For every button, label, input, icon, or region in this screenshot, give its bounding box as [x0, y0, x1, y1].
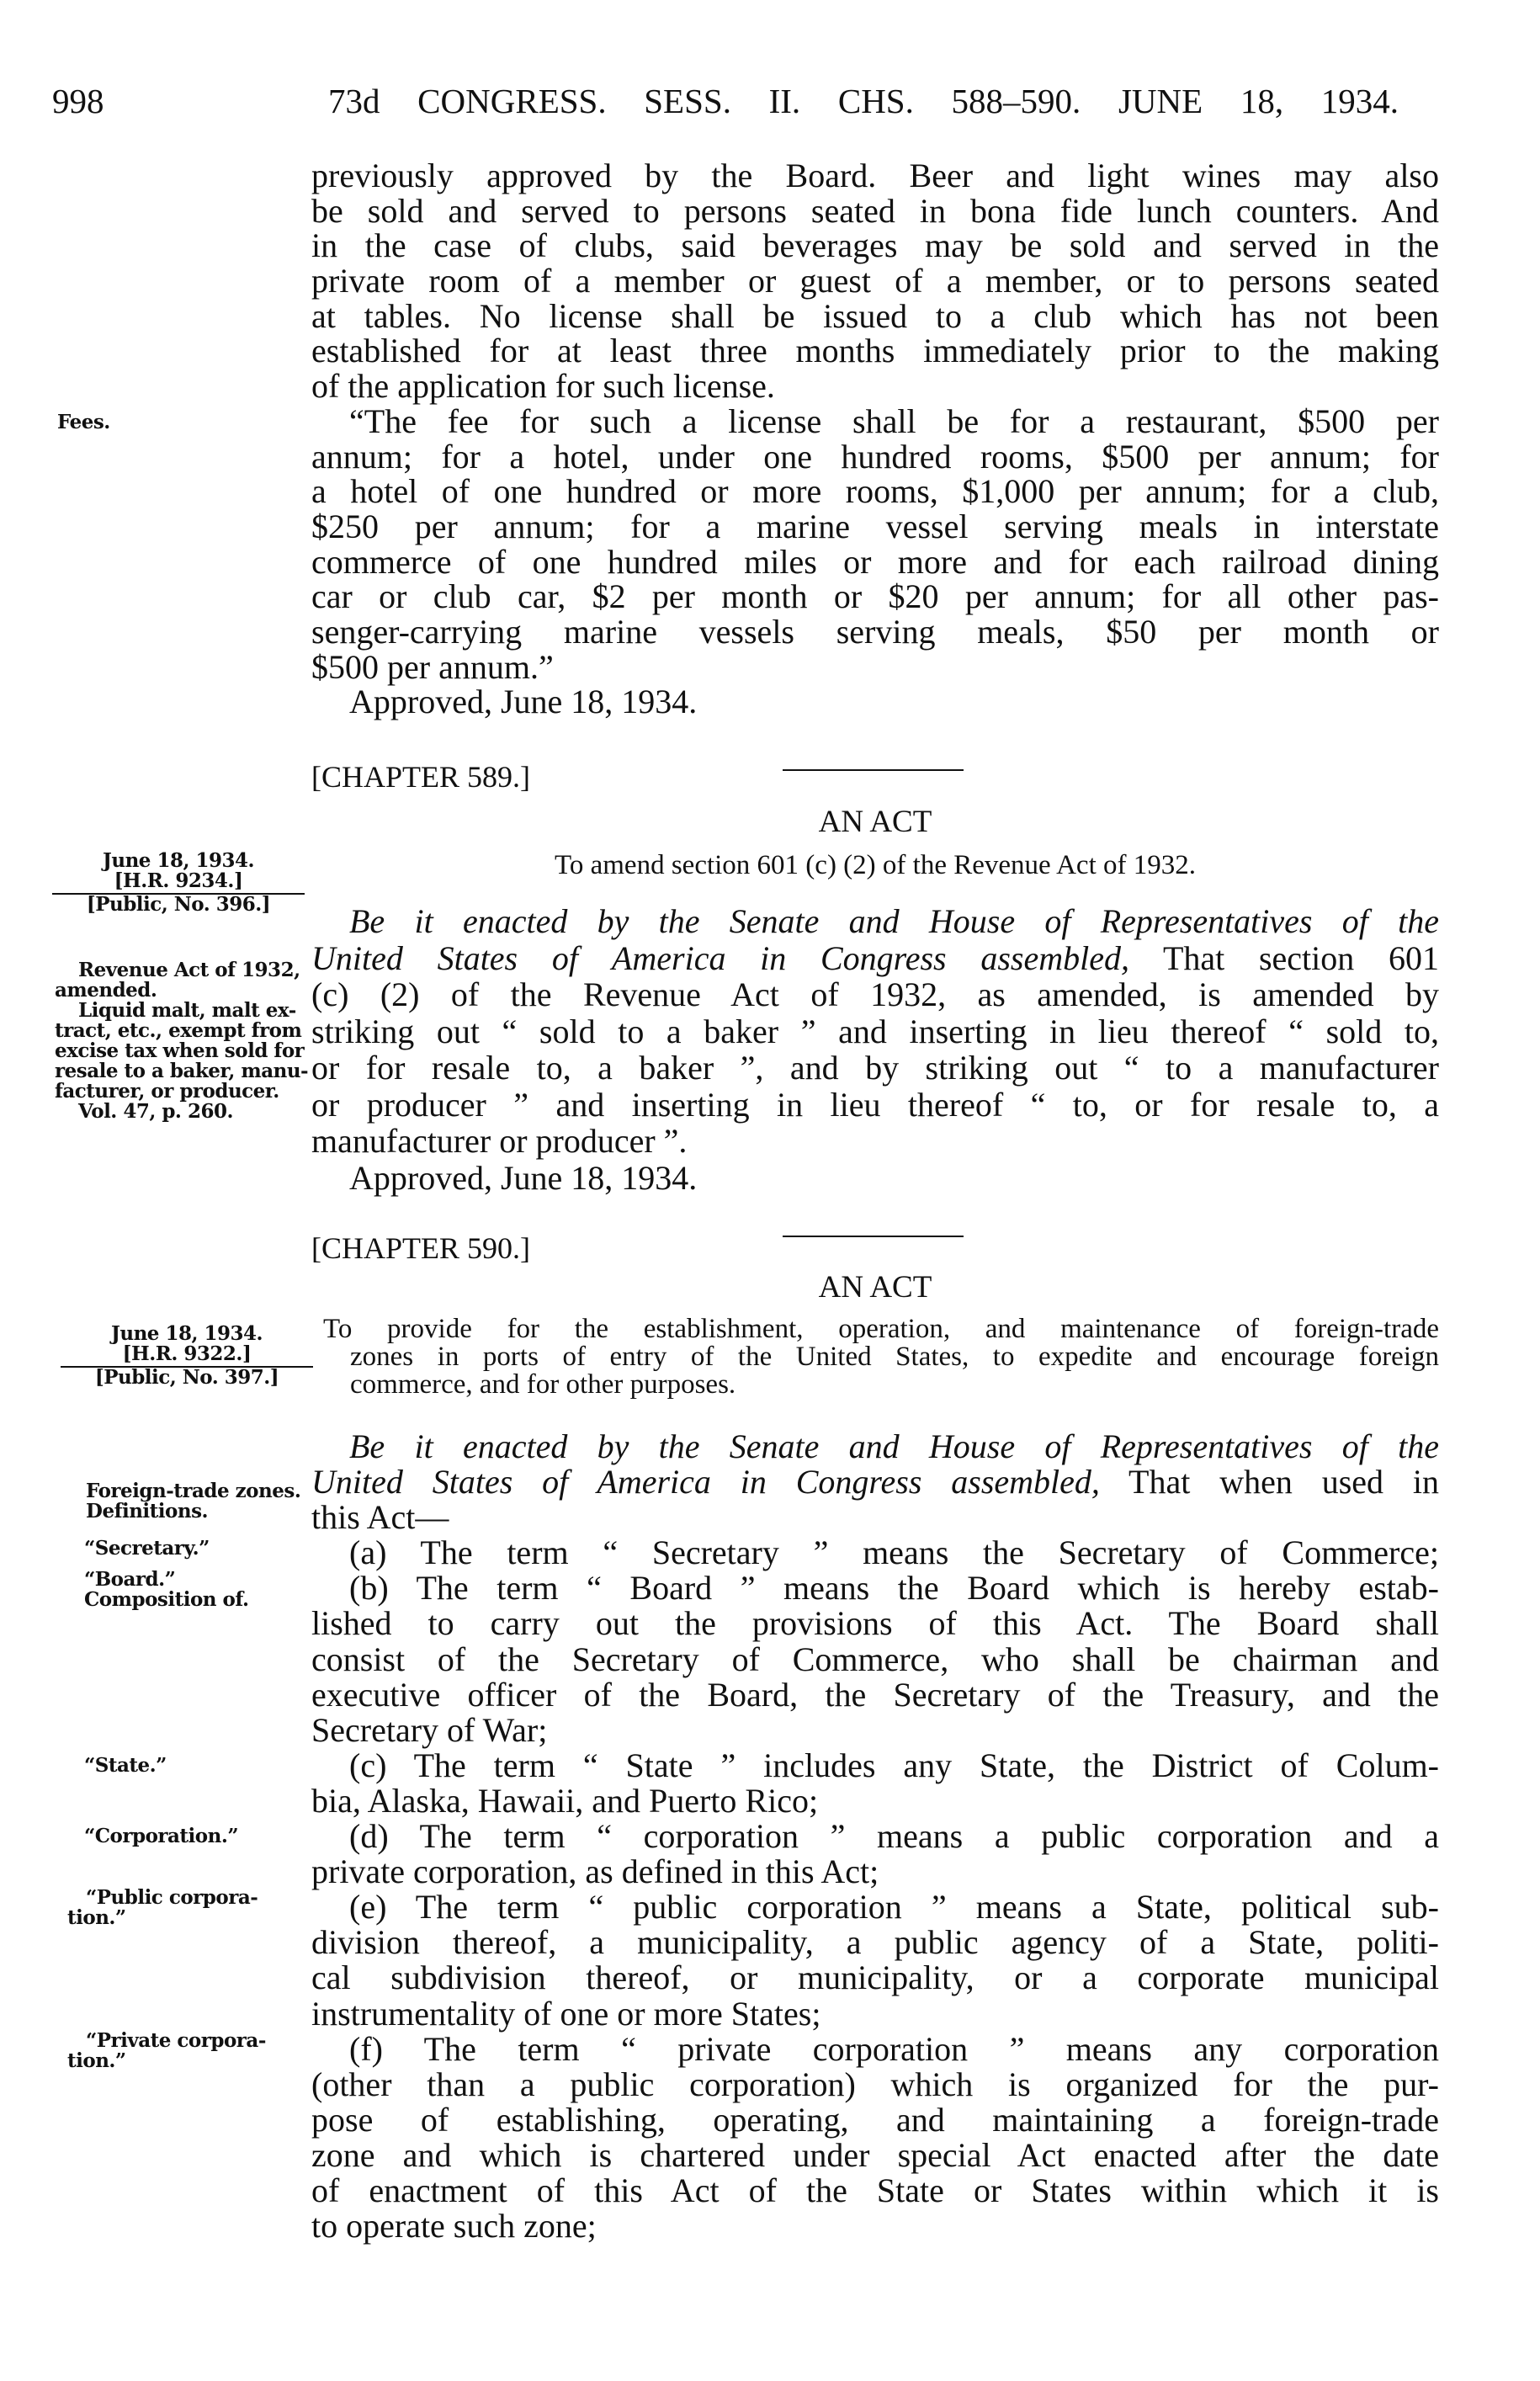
divider-rule [783, 1236, 964, 1237]
text-line [311, 1710, 1439, 1749]
text-line [311, 1819, 1439, 1854]
text-line [311, 1606, 1439, 1641]
public-law-number: [Public, No. 396.] [86, 893, 271, 916]
act-label: AN ACT [818, 805, 932, 839]
line-text: (e) The term “ public corporation ” means a State, political sub- [349, 1888, 1439, 1927]
public-law-number: [Public, No. 397.] [94, 1366, 279, 1389]
enacting-clause: United States of America in Congress assembled, [311, 938, 1129, 977]
margin-line: Vol. 47, p. 260. [78, 1100, 233, 1123]
enacting-clause: United States of America in Congress assembled, [311, 1463, 1100, 1501]
margin-notes-revenue [55, 960, 307, 1122]
line-text: a hotel of one hundred or more rooms, $1,000 per annum; for a club, [311, 472, 1439, 511]
act-label: AN ACT [818, 1270, 932, 1305]
text-line [311, 1925, 1439, 1960]
text-line [311, 976, 1439, 1013]
line-text: zone and which is chartered under special Act enacted after the date [311, 2135, 1439, 2174]
margin-line: “Board.” [84, 1568, 176, 1591]
margin-line: facturer, or producer. [55, 1080, 279, 1103]
line-text: Approved, June 18, 1934. [349, 683, 698, 721]
text-line [311, 2208, 1439, 2244]
text-line [311, 647, 1439, 686]
margin-note-secretary: “Secretary.” [84, 1537, 210, 1560]
text-line [311, 158, 1439, 194]
line-text: established for at least three months immediately prior to the making [311, 332, 1439, 370]
text-line [311, 1960, 1439, 1996]
text-line [311, 296, 1439, 335]
text-line [311, 940, 1439, 977]
margin-note-private-corporation [67, 2031, 266, 2071]
text-line [311, 1677, 1439, 1713]
text-line [311, 439, 1439, 475]
text-line [311, 2067, 1439, 2102]
text-line [311, 1123, 1439, 1160]
line-text: (d) The term “ corporation ” means a public corporation and a [349, 1817, 1439, 1856]
line-text: senger-carrying marine vessels serving meals, $50 per month or [311, 612, 1439, 651]
text-line [311, 903, 1439, 940]
text-line [311, 474, 1439, 509]
bill-date: June 18, 1934. [102, 849, 254, 872]
line-text: or producer ” and inserting in lieu thereof “ to, or for resale to, a [311, 1085, 1439, 1124]
line-text: That section 601 [1128, 938, 1439, 977]
line-text: division thereof, a municipality, a public agency of a State, politi- [311, 1923, 1439, 1962]
text-line [311, 1013, 1439, 1050]
bill-date: June 18, 1934. [110, 1322, 263, 1345]
line-text: lished to carry out the provisions of this Act. The Board shall [311, 1604, 1439, 1643]
margin-notes-foreign-trade [86, 1481, 300, 1522]
line-text: executive officer of the Board, the Secretary of the Treasury, and the [311, 1675, 1439, 1714]
line-text: previously approved by the Board. Beer and light wines may also [311, 157, 1439, 194]
text-line [311, 1748, 1439, 1783]
margin-bill-info [61, 1324, 313, 1388]
line-text: in the case of clubs, said beverages may be sold and served in the [311, 226, 1439, 265]
line-text: to operate such zone; [311, 2207, 597, 2245]
line-text: car or club car, $2 per month or $20 per annum; for all other pas- [311, 577, 1439, 616]
line-text: cal subdivision thereof, or municipality, or a corporate municipal [311, 1958, 1439, 1997]
section-continuation [311, 158, 1439, 720]
margin-line: amended. [55, 979, 157, 1002]
text-line [311, 1500, 1439, 1535]
text-line [311, 263, 1439, 299]
text-line [311, 369, 1439, 404]
text-line [311, 1854, 1439, 1889]
text-line [311, 1429, 1439, 1464]
line-text: instrumentality of one or more States; [311, 1994, 821, 2033]
line-text: annum; for a hotel, under one hundred rooms, $500 per annum; for [311, 437, 1439, 476]
text-line [311, 579, 1439, 614]
text-line [311, 2173, 1439, 2208]
text-line [311, 1464, 1439, 1500]
text-line [311, 1571, 1439, 1606]
text-line [311, 1889, 1439, 1925]
summary-line: commerce, and for other purposes. [350, 1369, 736, 1400]
line-text: this Act— [311, 1498, 449, 1537]
margin-line: resale to a baker, manu- [55, 1060, 309, 1082]
bill-number: [H.R. 9234.] [114, 869, 243, 892]
text-line [311, 401, 1439, 440]
line-text: commerce of one hundred miles or more and for each railroad dining [311, 542, 1439, 581]
chapter-heading: [CHAPTER 589.] [311, 760, 530, 794]
text-line [311, 614, 1439, 650]
line-text: (other than a public corporation) which is organized for the pur- [311, 2065, 1439, 2103]
margin-line: Definitions. [86, 1500, 209, 1523]
margin-note-state: “State.” [84, 1754, 167, 1777]
text-line [311, 1996, 1439, 2032]
line-text: or for resale to, a baker ”, and by striking out “ to a manufacturer [311, 1049, 1439, 1087]
text-line [311, 1050, 1439, 1087]
margin-line: Revenue Act of 1932, [78, 959, 300, 981]
text-line [311, 191, 1439, 230]
line-text: $500 per annum.” [311, 647, 554, 686]
line-text: (c) The term “ State ” includes any State, the District of Colum- [349, 1746, 1439, 1784]
bill-number: [H.R. 9322.] [122, 1342, 252, 1365]
line-text: bia, Alaska, Hawaii, and Puerto Rico; [311, 1781, 819, 1820]
margin-line: Liquid malt, malt ex- [78, 999, 296, 1022]
margin-line: tion.” [67, 1906, 126, 1929]
margin-line: tract, etc., exempt from [55, 1019, 302, 1042]
line-text: at tables. No license shall be issued to a club which has not been [311, 296, 1439, 335]
summary-line: zones in ports of entry of the United States, to expedite and encourage foreign [350, 1342, 1439, 1372]
line-text: of enactment of this Act of the State or States within which it is [311, 2171, 1439, 2209]
chapter-heading: [CHAPTER 590.] [311, 1231, 530, 1265]
margin-line: Composition of. [84, 1588, 249, 1611]
line-text: (b) The term “ Board ” means the Board which is hereby estab- [349, 1569, 1439, 1608]
chapter-589-body [311, 903, 1439, 1196]
chapter-590-body [311, 1429, 1439, 2244]
act-summary: To amend section 601 (c) (2) of the Revenue Act of 1932. [555, 850, 1196, 880]
text-line [311, 1087, 1439, 1124]
text-line [311, 1160, 1439, 1197]
margin-line: excise tax when sold for [55, 1039, 305, 1062]
text-line [311, 1783, 1439, 1819]
divider-rule [783, 769, 964, 771]
margin-note-public-corporation [67, 1888, 258, 1928]
text-line [311, 228, 1439, 263]
line-text: Secretary of War; [311, 1710, 548, 1749]
text-line [311, 333, 1439, 369]
line-text: (f) The term “ private corporation ” means any corporation [349, 2029, 1439, 2068]
text-line [311, 542, 1439, 581]
text-line [311, 2135, 1439, 2174]
line-text: consist of the Secretary of Commerce, who shall be chairman and [311, 1640, 1439, 1678]
line-text: pose of establishing, operating, and maintaining a foreign-trade [311, 2100, 1439, 2139]
line-text: “The fee for such a license shall be for a restaurant, $500 per [349, 401, 1439, 440]
page-number: 998 [52, 82, 104, 120]
margin-note-fees: Fees. [57, 411, 110, 433]
summary-line: To provide for the establishment, operation, and maintenance of foreign-trade [323, 1314, 1439, 1344]
margin-line: “Private corpora- [86, 2029, 266, 2052]
text-line [311, 2029, 1439, 2068]
line-text: That when used in [1099, 1463, 1439, 1501]
text-line [311, 684, 1439, 720]
text-line [311, 1642, 1439, 1677]
margin-note-corporation: “Corporation.” [84, 1825, 239, 1847]
margin-bill-info [52, 851, 305, 915]
running-head: 73d CONGRESS. SESS. II. CHS. 588–590. JUNE 18, 1934. [328, 82, 1399, 120]
line-text: private corporation, as defined in this Act; [311, 1852, 879, 1891]
line-text: manufacturer or producer ”. [311, 1122, 688, 1160]
line-text: Approved, June 18, 1934. [349, 1158, 698, 1197]
line-text: be sold and served to persons seated in bona fide lunch counters. And [311, 191, 1439, 230]
line-text: (c) (2) of the Revenue Act of 1932, as amended, is amended by [311, 975, 1439, 1013]
line-text: $250 per annum; for a marine vessel serving meals in interstate [311, 507, 1439, 545]
line-text: of the application for such license. [311, 367, 775, 406]
margin-line: Foreign-trade zones. [86, 1480, 301, 1502]
text-line [311, 509, 1439, 545]
margin-line: tion.” [67, 2049, 126, 2072]
enacting-clause: Be it enacted by the Senate and House of Representatives of the [349, 902, 1439, 940]
text-line [311, 1535, 1439, 1571]
text-line [311, 2102, 1439, 2138]
line-text: (a) The term “ Secretary ” means the Secretary of Commerce; [349, 1533, 1439, 1572]
enacting-clause: Be it enacted by the Senate and House of Representatives of the [349, 1427, 1439, 1465]
margin-line: “Public corpora- [86, 1886, 258, 1909]
line-text: striking out “ sold to a baker ” and inserting in lieu thereof “ sold to, [311, 1012, 1439, 1050]
act-summary [323, 1315, 1439, 1399]
margin-note-board [84, 1570, 248, 1610]
line-text: private room of a member or guest of a member, or to persons seated [311, 262, 1439, 300]
